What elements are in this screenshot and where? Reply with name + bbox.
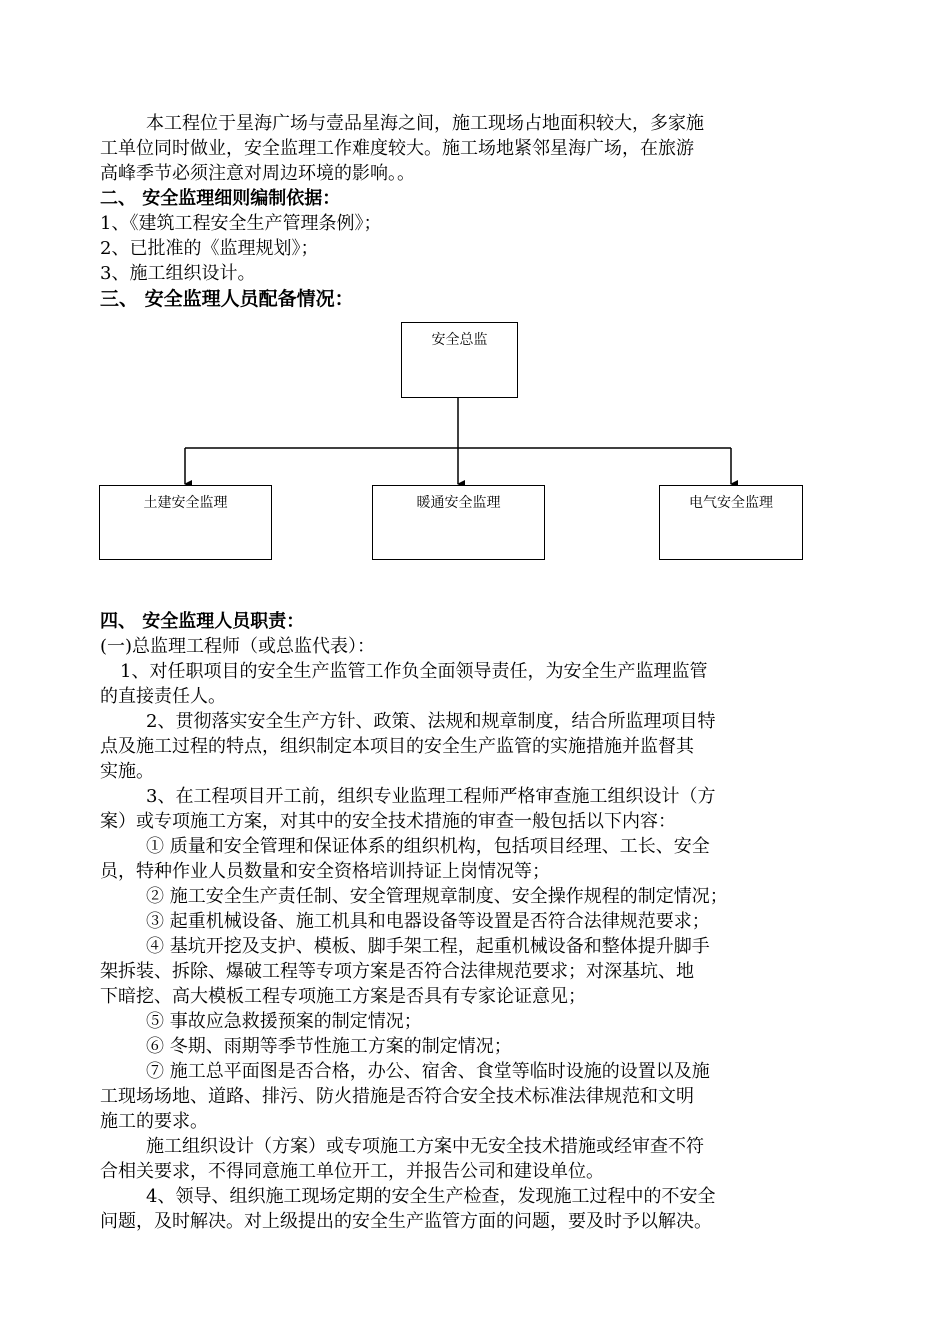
- org-box-label: 电气安全监理: [689, 495, 773, 511]
- duty-line: ③ 起重机械设备、施工机具和电器设备等设置是否符合法律规范要求；: [146, 911, 710, 932]
- duty-line: 1、对任职项目的安全生产监管工作负全面领导责任，为安全生产监理监管: [120, 661, 708, 682]
- intro-line-3: 高峰季节必须注意对周边环境的影响。。: [100, 163, 415, 184]
- duty-line: 下暗挖、高大模板工程专项施工方案是否具有专家论证意见；: [100, 986, 586, 1007]
- section2-item: 1、《建筑工程安全生产管理条例》；: [100, 213, 382, 234]
- org-box-top: [401, 322, 518, 398]
- org-box-civil: [99, 485, 272, 560]
- duty-line: ⑥ 冬期、雨期等季节性施工方案的制定情况；: [146, 1036, 512, 1057]
- duty-line: 的直接责任人。: [100, 686, 226, 707]
- duty-line: 合相关要求，不得同意施工单位开工，并报告公司和建设单位。: [100, 1161, 604, 1182]
- duty-line: 施工组织设计（方案）或专项施工方案中无安全技术措施或经审查不符: [146, 1136, 704, 1157]
- org-box-hvac: [372, 485, 545, 560]
- duty-line: 实施。: [100, 761, 154, 782]
- section2-item: 3、施工组织设计。: [100, 263, 256, 284]
- duty-line: 点及施工过程的特点，组织制定本项目的安全生产监管的实施措施并监督其: [100, 736, 694, 757]
- section2-heading: 二、 安全监理细则编制依据：: [100, 188, 341, 209]
- org-box-label: 安全总监: [431, 332, 488, 348]
- duty-line: 施工的要求。: [100, 1111, 208, 1132]
- duty-line: 4、领导、组织施工现场定期的安全生产检查，发现施工过程中的不安全: [146, 1186, 716, 1207]
- org-box-electrical: [659, 485, 803, 560]
- org-box-label: 暖通安全监理: [416, 495, 501, 511]
- duty-line: 问题，及时解决。对上级提出的安全生产监管方面的问题，要及时予以解决。: [100, 1211, 712, 1232]
- section4-heading: 四、 安全监理人员职责：: [100, 611, 305, 632]
- intro-line-1: 本工程位于星海广场与壹品星海之间，施工现场占地面积较大，多家施: [146, 113, 704, 134]
- duty-line: ④ 基坑开挖及支护、模板、脚手架工程，起重机械设备和整体提升脚手: [146, 936, 710, 957]
- section3-heading: 三、 安全监理人员配备情况：: [100, 288, 354, 310]
- org-box-label: 土建安全监理: [143, 495, 228, 511]
- duty-line: ① 质量和安全管理和保证体系的组织机构，包括项目经理、工长、安全: [146, 836, 710, 857]
- duty-line: 案）或专项施工方案，对其中的安全技术措施的审查一般包括以下内容：: [100, 811, 676, 832]
- duty-line: ⑤ 事故应急救援预案的制定情况；: [146, 1011, 422, 1032]
- duty-line: 架拆装、拆除、爆破工程等专项方案是否符合法律规范要求；对深基坑、地: [100, 961, 694, 982]
- section2-item: 2、已批准的《监理规划》；: [100, 238, 319, 259]
- duty-line: 2、贯彻落实安全生产方针、政策、法规和规章制度，结合所监理项目特: [146, 711, 716, 732]
- duty-line: ② 施工安全生产责任制、安全管理规章制度、安全操作规程的制定情况；: [146, 886, 728, 907]
- section4-subheading: (一)总监理工程师（或总监代表）：: [100, 636, 376, 657]
- intro-line-2: 工单位同时做业，安全监理工作难度较大。施工场地紧邻星海广场，在旅游: [100, 138, 694, 159]
- duty-line: ⑦ 施工总平面图是否合格，办公、宿舍、食堂等临时设施的设置以及施: [146, 1061, 710, 1082]
- duty-line: 3、在工程项目开工前，组织专业监理工程师严格审查施工组织设计（方: [146, 786, 716, 807]
- duty-line: 工现场场地、道路、排污、防火措施是否符合安全技术标准法律规范和文明: [100, 1086, 694, 1107]
- duty-line: 员，特种作业人员数量和安全资格培训持证上岗情况等；: [100, 861, 550, 882]
